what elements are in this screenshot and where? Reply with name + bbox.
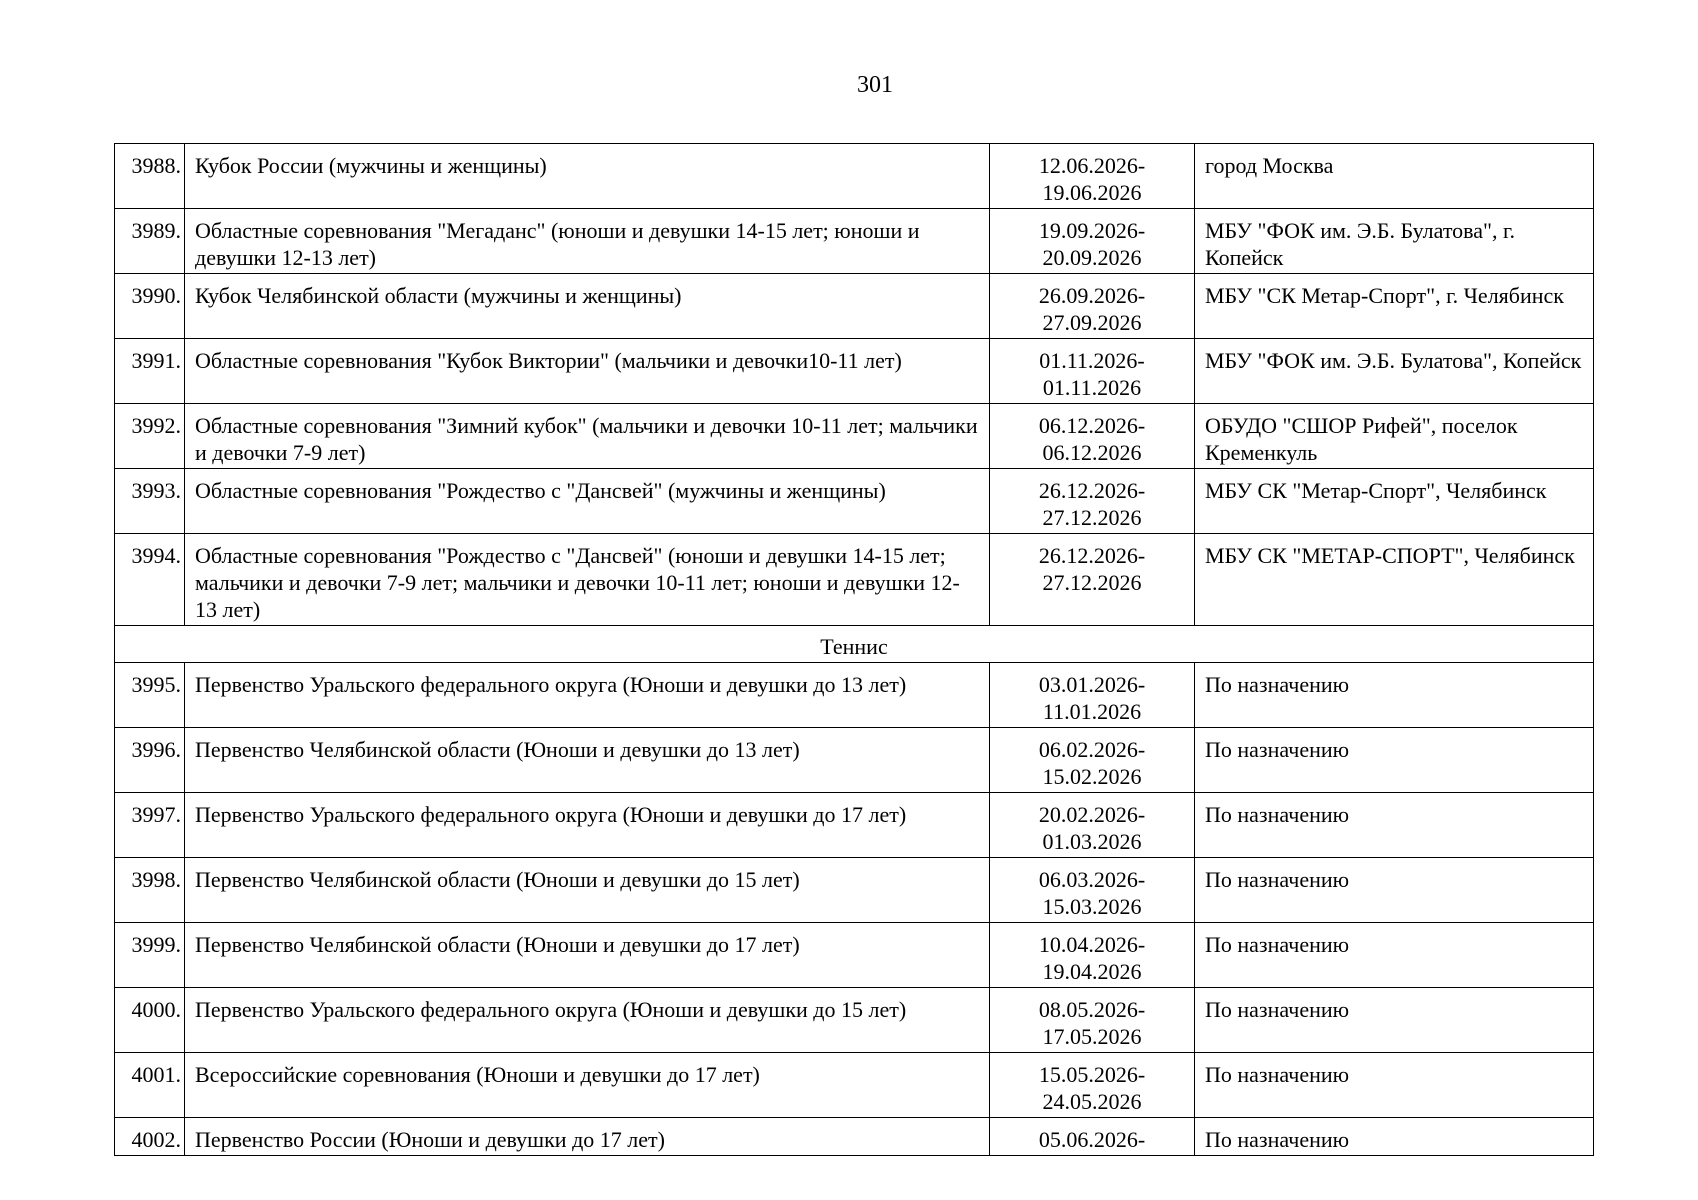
event-name: Первенство Челябинской области (Юноши и девушки до 15 лет): [185, 858, 990, 923]
table-row: [115, 988, 1594, 1053]
row-number: 3993.: [115, 469, 185, 534]
event-place: МБУ СК "Метар-Спорт", Челябинск: [1195, 469, 1594, 534]
date-end: 11.01.2026: [1042, 699, 1142, 724]
event-name: Областные соревнования "Мегаданс" (юноши и девушки 14-15 лет; юноши и девушки 12-13 лет): [185, 209, 990, 274]
event-name: Областные соревнования "Рождество с "Дансвей" (мужчины и женщины): [185, 469, 990, 534]
event-dates: [990, 274, 1195, 339]
event-place: МБУ "ФОК им. Э.Б. Булатова", г. Копейск: [1195, 209, 1594, 274]
event-name: Кубок России (мужчины и женщины): [185, 144, 990, 209]
date-start: 12.06.2026-: [1038, 153, 1146, 178]
event-name: Первенство Уральского федерального округа (Юноши и девушки до 13 лет): [185, 663, 990, 728]
event-dates: [990, 663, 1195, 728]
event-dates: [990, 404, 1195, 469]
row-number: 3990.: [115, 274, 185, 339]
row-number: 4000.: [115, 988, 185, 1053]
table-row: [115, 1053, 1594, 1118]
event-name: Первенство России (Юноши и девушки до 17 лет): [185, 1118, 990, 1156]
section-title-tennis: Теннис: [115, 626, 1594, 663]
date-end: 27.09.2026: [1042, 310, 1142, 335]
event-dates: [990, 534, 1195, 626]
table-row: [115, 858, 1594, 923]
row-number: 3995.: [115, 663, 185, 728]
row-number: 3991.: [115, 339, 185, 404]
row-number: 3997.: [115, 793, 185, 858]
date-end: 24.05.2026: [1042, 1089, 1142, 1114]
table-row: [115, 793, 1594, 858]
event-place: По назначению: [1195, 728, 1594, 793]
event-name: Первенство Уральского федерального округа (Юноши и девушки до 15 лет): [185, 988, 990, 1053]
date-end: 20.09.2026: [1042, 245, 1142, 270]
event-place: По назначению: [1195, 793, 1594, 858]
event-dates: [990, 858, 1195, 923]
event-name: Областные соревнования "Кубок Виктории" (мальчики и девочки10-11 лет): [185, 339, 990, 404]
event-dates: [990, 144, 1195, 209]
row-number: 4002.: [115, 1118, 185, 1156]
date-start: 06.02.2026-: [1038, 737, 1146, 762]
event-place: ОБУДО "СШОР Рифей", поселок Кременкуль: [1195, 404, 1594, 469]
table-row: [115, 339, 1594, 404]
date-end: 01.11.2026: [1042, 375, 1142, 400]
event-place: По назначению: [1195, 923, 1594, 988]
table-row: [115, 274, 1594, 339]
date-end: 19.04.2026: [1042, 959, 1142, 984]
event-dates: [990, 923, 1195, 988]
row-number: 3994.: [115, 534, 185, 626]
date-end: 06.12.2026: [1042, 440, 1142, 465]
event-name: Кубок Челябинской области (мужчины и женщины): [185, 274, 990, 339]
table-row: [115, 144, 1594, 209]
date-start: 26.12.2026-: [1038, 543, 1146, 568]
event-place: МБУ СК "МЕТАР-СПОРТ", Челябинск: [1195, 534, 1594, 626]
date-end: 27.12.2026: [1042, 505, 1142, 530]
page-number: 301: [857, 72, 893, 98]
date-start: 06.12.2026-: [1038, 413, 1146, 438]
event-place: По назначению: [1195, 663, 1594, 728]
date-end: 19.06.2026: [1042, 180, 1142, 205]
events-table: [114, 143, 1594, 1156]
event-place: МБУ "СК Метар-Спорт", г. Челябинск: [1195, 274, 1594, 339]
event-name: Первенство Челябинской области (Юноши и девушки до 17 лет): [185, 923, 990, 988]
event-dates: [990, 339, 1195, 404]
table-row: [115, 1118, 1594, 1156]
event-place: По назначению: [1195, 988, 1594, 1053]
event-dates: [990, 793, 1195, 858]
date-start: 15.05.2026-: [1038, 1062, 1146, 1087]
date-start: 10.04.2026-: [1038, 932, 1146, 957]
date-end: 15.03.2026: [1042, 894, 1142, 919]
event-dates: [990, 988, 1195, 1053]
row-number: 4001.: [115, 1053, 185, 1118]
date-start: 03.01.2026-: [1038, 672, 1146, 697]
table-row: [115, 469, 1594, 534]
event-dates: [990, 1053, 1195, 1118]
event-place: МБУ "ФОК им. Э.Б. Булатова", Копейск: [1195, 339, 1594, 404]
event-dates: [990, 209, 1195, 274]
table-row: [115, 663, 1594, 728]
table-row: [115, 404, 1594, 469]
event-name: Первенство Уральского федерального округа (Юноши и девушки до 17 лет): [185, 793, 990, 858]
date-end: 15.02.2026: [1042, 764, 1142, 789]
table-row: [115, 923, 1594, 988]
event-dates: [990, 469, 1195, 534]
table-row: [115, 534, 1594, 626]
table-row: [115, 209, 1594, 274]
event-name: Всероссийские соревнования (Юноши и девушки до 17 лет): [185, 1053, 990, 1118]
event-dates: [990, 728, 1195, 793]
event-dates: [990, 1118, 1195, 1156]
date-end: 27.12.2026: [1042, 570, 1142, 595]
date-start: 20.02.2026-: [1038, 802, 1146, 827]
row-number: 3999.: [115, 923, 185, 988]
date-start: 19.09.2026-: [1038, 218, 1146, 243]
date-start: 01.11.2026-: [1039, 348, 1145, 373]
section-row: [115, 626, 1594, 663]
event-name: Областные соревнования "Рождество с "Дансвей" (юноши и девушки 14-15 лет; мальчики и девочки 7-9 лет; мальчики и девочки 10-11 лет; юноши и девушки 12-13 лет): [185, 534, 990, 626]
date-start: 06.03.2026-: [1038, 867, 1146, 892]
event-place: По назначению: [1195, 858, 1594, 923]
event-place: По назначению: [1195, 1053, 1594, 1118]
row-number: 3988.: [115, 144, 185, 209]
date-start: 26.09.2026-: [1038, 283, 1146, 308]
date-start: 26.12.2026-: [1038, 478, 1146, 503]
event-name: Областные соревнования "Зимний кубок" (мальчики и девочки 10-11 лет; мальчики и девочки 7-9 лет): [185, 404, 990, 469]
row-number: 3992.: [115, 404, 185, 469]
table-row: [115, 728, 1594, 793]
date-start: 05.06.2026-: [1038, 1127, 1146, 1152]
event-name: Первенство Челябинской области (Юноши и девушки до 13 лет): [185, 728, 990, 793]
date-end: 01.03.2026: [1042, 829, 1142, 854]
row-number: 3998.: [115, 858, 185, 923]
date-end: 17.05.2026: [1042, 1024, 1142, 1049]
row-number: 3989.: [115, 209, 185, 274]
event-place: город Москва: [1195, 144, 1594, 209]
date-start: 08.05.2026-: [1038, 997, 1146, 1022]
row-number: 3996.: [115, 728, 185, 793]
event-place: По назначению: [1195, 1118, 1594, 1156]
